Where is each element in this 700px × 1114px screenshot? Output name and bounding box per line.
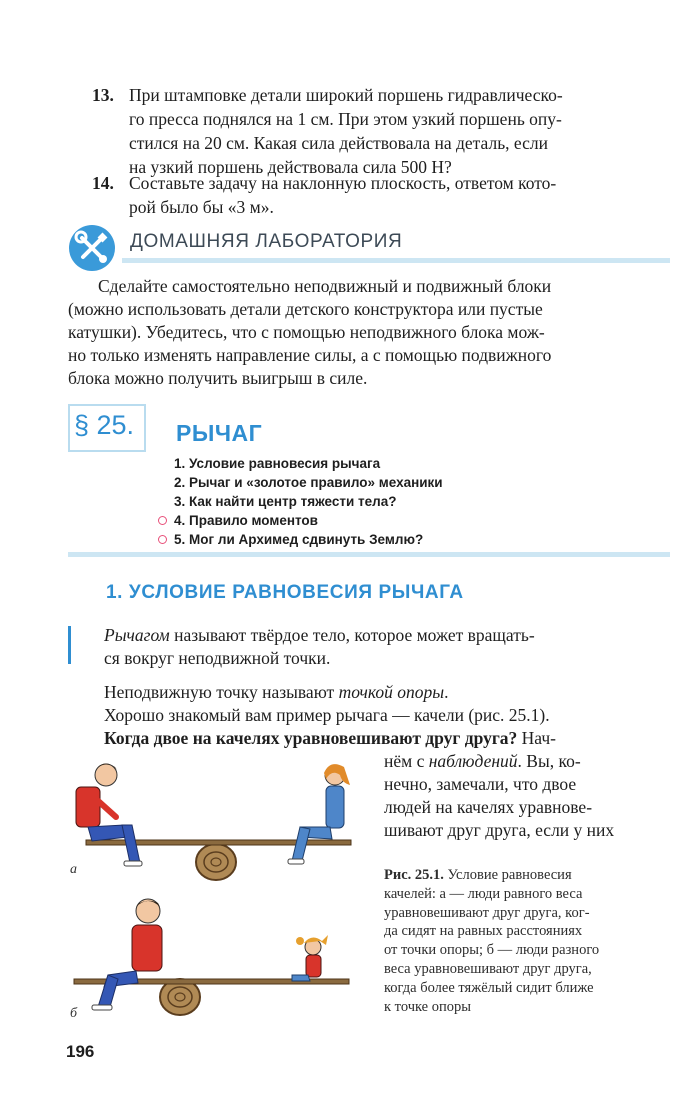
text-line xyxy=(104,681,448,704)
boy-figure xyxy=(76,764,142,867)
tools-icon xyxy=(68,224,116,272)
text: Неподвижную точку называют xyxy=(104,682,339,702)
text-line: но только изменять направление силы, а с помощью подвижного xyxy=(68,345,552,365)
figure-label-a: а xyxy=(70,862,77,877)
text: Условие равновесия xyxy=(443,867,572,883)
text-line: нечно, замечали, что двое xyxy=(384,774,577,794)
figure-b xyxy=(68,895,368,1025)
text: нём с xyxy=(384,751,429,771)
circle-bullet-icon xyxy=(158,535,167,544)
text-line: катушки). Убедитесь, что с помощью неподвижного блока мож- xyxy=(68,322,545,342)
toc-item: 1. Условие равновесия рычага xyxy=(174,456,381,471)
circle-bullet-icon xyxy=(158,516,167,525)
girl-figure xyxy=(288,764,350,864)
definition-line xyxy=(104,624,535,647)
child-figure xyxy=(292,935,328,981)
exercise-line: на узкий поршень действовала сила 500 Н? xyxy=(129,157,452,177)
divider xyxy=(122,258,670,263)
figure-label-b: б xyxy=(70,1006,78,1021)
divider xyxy=(68,552,670,557)
exercise-line: Составьте задачу на наклонную плоскость, ответом кото- xyxy=(129,173,557,193)
exercise-line: рой было бы «3 м». xyxy=(129,197,274,217)
term: точкой опоры xyxy=(338,682,445,702)
toc-item: 4. Правило моментов xyxy=(174,513,318,528)
home-lab-title: ДОМАШНЯЯ ЛАБОРАТОРИЯ xyxy=(130,231,403,252)
text-line xyxy=(384,750,581,773)
toc-item: 5. Мог ли Архимед сдвинуть Землю? xyxy=(174,532,424,547)
text: . xyxy=(444,682,449,702)
exercise-line: стился на 20 см. Какая сила действовала на деталь, если xyxy=(129,133,548,153)
term: наблюдений xyxy=(428,751,518,771)
text: Нач- xyxy=(517,728,556,748)
text-line: шивают друг друга, если у них xyxy=(384,820,615,840)
text-line xyxy=(104,727,556,750)
section-title: РЫЧАГ xyxy=(176,420,263,446)
text: . Вы, ко- xyxy=(517,751,581,771)
text-line: людей на качелях уравнове- xyxy=(384,797,593,817)
figure-a xyxy=(68,755,368,885)
caption-line: от точки опоры; б — люди разного xyxy=(384,942,600,959)
toc-item: 2. Рычаг и «золотое правило» механики xyxy=(174,475,443,490)
exercise-number: 14. xyxy=(92,173,114,193)
text: называют твёрдое тело, которое может вращать- xyxy=(169,625,535,645)
caption-line: когда более тяжёлый сидит ближе xyxy=(384,979,594,996)
fulcrum-log xyxy=(196,844,236,880)
text-line: блока можно получить выигрыш в силе. xyxy=(68,368,368,388)
definition-marker xyxy=(68,626,71,664)
caption-line: веса уравновешивают друг друга, xyxy=(384,961,592,977)
caption-line: к точке опоры xyxy=(384,998,471,1015)
caption-line: уравновешивают друг друга, ког- xyxy=(384,904,590,921)
caption-line xyxy=(384,866,572,885)
exercise-line: го пресса поднялся на 1 см. При этом узкий поршень опу- xyxy=(129,109,562,129)
page-number: 196 xyxy=(66,1042,95,1061)
caption-label: Рис. 25.1. xyxy=(384,867,444,883)
text-line: Сделайте самостоятельно неподвижный и подвижный блоки xyxy=(98,276,552,296)
text-line: (можно использовать детали детского конструктора или пустые xyxy=(68,299,543,319)
section-number: § 25. xyxy=(74,410,135,440)
exercise-number: 13. xyxy=(92,85,114,105)
man-figure xyxy=(92,899,162,1010)
caption-line: да сидят на равных расстояниях xyxy=(384,923,583,940)
question: Когда двое на качелях уравновешивают друг друга? xyxy=(104,728,518,748)
definition-line: ся вокруг неподвижной точки. xyxy=(104,648,331,668)
exercise-line: При штамповке детали широкий поршень гидравлическо- xyxy=(129,85,563,105)
term: Рычагом xyxy=(104,625,170,645)
subsection-title: 1. УСЛОВИЕ РАВНОВЕСИЯ РЫЧАГА xyxy=(106,582,464,603)
caption-line: качелей: а — люди равного веса xyxy=(384,885,583,902)
text-line: Хорошо знакомый вам пример рычага — качели (рис. 25.1). xyxy=(104,705,550,725)
toc-item: 3. Как найти центр тяжести тела? xyxy=(174,494,397,509)
